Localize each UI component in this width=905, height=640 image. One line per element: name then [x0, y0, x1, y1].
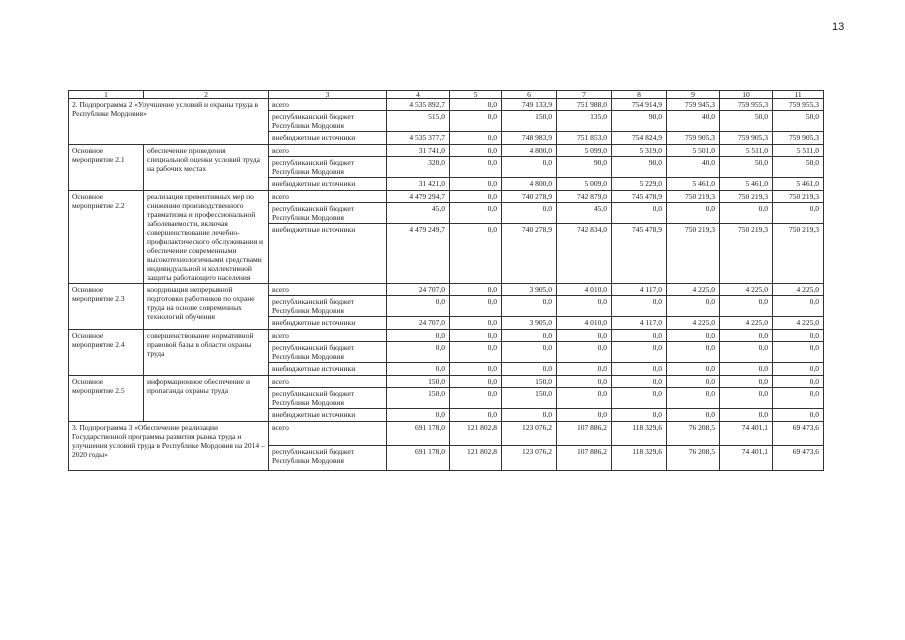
column-number: 3 — [269, 91, 387, 99]
funding-source: внебюджетные источники — [269, 224, 387, 284]
amount-cell: 740 278,9 — [502, 191, 557, 203]
funding-source: республиканский бюджет Республики Мордовия — [269, 111, 387, 132]
amount-cell: 745 478,9 — [612, 224, 667, 284]
amount-cell: 5 501,0 — [667, 145, 720, 157]
header-row — [69, 91, 824, 99]
amount-cell: 754 824,9 — [612, 132, 667, 145]
amount-cell: 76 208,5 — [667, 422, 720, 446]
column-number: 7 — [557, 91, 612, 99]
amount-cell: 4 535 892,7 — [387, 99, 450, 111]
amount-cell: 0,0 — [720, 296, 773, 317]
amount-cell: 0,0 — [450, 376, 502, 388]
amount-cell: 5 511,0 — [720, 145, 773, 157]
amount-cell: 4 117,0 — [612, 284, 667, 296]
amount-cell: 0,0 — [450, 317, 502, 330]
amount-cell: 0,0 — [612, 376, 667, 388]
funding-source: всего — [269, 376, 387, 388]
amount-cell: 40,0 — [667, 157, 720, 178]
amount-cell: 0,0 — [502, 363, 557, 376]
amount-cell: 0,0 — [450, 330, 502, 342]
amount-cell: 0,0 — [502, 157, 557, 178]
amount-cell: 5 461,0 — [773, 178, 824, 191]
amount-cell: 0,0 — [720, 388, 773, 409]
amount-cell: 0,0 — [502, 330, 557, 342]
page-number: 13 — [832, 21, 845, 33]
amount-cell: 0,0 — [557, 388, 612, 409]
amount-cell: 742 834,0 — [557, 224, 612, 284]
amount-cell: 742 879,0 — [557, 191, 612, 203]
amount-cell: 69 473,6 — [773, 446, 824, 471]
amount-cell: 4 535 377,7 — [387, 132, 450, 145]
column-number: 9 — [667, 91, 720, 99]
funding-source: всего — [269, 145, 387, 157]
amount-cell: 76 208,5 — [667, 446, 720, 471]
funding-source: внебюджетные источники — [269, 178, 387, 191]
amount-cell: 4 225,0 — [773, 284, 824, 296]
amount-cell: 5 319,0 — [612, 145, 667, 157]
amount-cell: 0,0 — [773, 409, 824, 422]
amount-cell: 4 225,0 — [720, 284, 773, 296]
amount-cell: 3 905,0 — [502, 284, 557, 296]
amount-cell: 0,0 — [667, 330, 720, 342]
amount-cell: 749 133,9 — [502, 99, 557, 111]
amount-cell: 0,0 — [387, 296, 450, 317]
table-row — [69, 422, 824, 446]
amount-cell: 0,0 — [667, 296, 720, 317]
measure-name: информационное обеспечение и пропаганда охраны труда — [144, 376, 269, 422]
amount-cell: 691 178,0 — [387, 422, 450, 446]
amount-cell: 24 707,0 — [387, 317, 450, 330]
amount-cell: 515,0 — [387, 111, 450, 132]
funding-source: республиканский бюджет Республики Мордовия — [269, 296, 387, 317]
amount-cell: 759 905,3 — [667, 132, 720, 145]
amount-cell: 0,0 — [387, 342, 450, 363]
amount-cell: 0,0 — [667, 363, 720, 376]
amount-cell: 123 076,2 — [502, 446, 557, 471]
funding-source: всего — [269, 284, 387, 296]
amount-cell: 0,0 — [667, 376, 720, 388]
amount-cell: 45,0 — [557, 203, 612, 224]
table-row — [69, 376, 824, 388]
amount-cell: 0,0 — [450, 342, 502, 363]
amount-cell: 0,0 — [387, 330, 450, 342]
amount-cell: 90,0 — [557, 157, 612, 178]
amount-cell: 0,0 — [450, 363, 502, 376]
amount-cell: 750 219,3 — [720, 191, 773, 203]
amount-cell: 123 076,2 — [502, 422, 557, 446]
amount-cell: 121 802,8 — [450, 422, 502, 446]
amount-cell: 150,0 — [502, 111, 557, 132]
amount-cell: 0,0 — [387, 363, 450, 376]
amount-cell: 0,0 — [773, 330, 824, 342]
column-number: 2 — [144, 91, 269, 99]
column-number: 10 — [720, 91, 773, 99]
amount-cell: 0,0 — [450, 203, 502, 224]
amount-cell: 0,0 — [387, 409, 450, 422]
amount-cell: 90,0 — [612, 111, 667, 132]
funding-source: всего — [269, 191, 387, 203]
amount-cell: 0,0 — [502, 296, 557, 317]
amount-cell: 74 401,1 — [720, 446, 773, 471]
measure-code: Основное мероприятие 2.5 — [69, 376, 144, 422]
measure-name: координация непрерывной подготовки работников по охране труда на основе современных технологий обучения — [144, 284, 269, 330]
amount-cell: 0,0 — [667, 409, 720, 422]
funding-source: всего — [269, 330, 387, 342]
amount-cell: 0,0 — [557, 342, 612, 363]
amount-cell: 31 741,0 — [387, 145, 450, 157]
amount-cell: 4 479 294,7 — [387, 191, 450, 203]
amount-cell: 750 219,3 — [773, 224, 824, 284]
funding-source: республиканский бюджет Республики Мордовия — [269, 157, 387, 178]
amount-cell: 4 010,0 — [557, 284, 612, 296]
amount-cell: 107 886,2 — [557, 446, 612, 471]
amount-cell: 90,0 — [612, 157, 667, 178]
amount-cell: 0,0 — [450, 388, 502, 409]
amount-cell: 0,0 — [667, 203, 720, 224]
amount-cell: 0,0 — [450, 178, 502, 191]
amount-cell: 4 010,0 — [557, 317, 612, 330]
amount-cell: 0,0 — [557, 409, 612, 422]
table-row — [69, 330, 824, 342]
amount-cell: 751 853,0 — [557, 132, 612, 145]
amount-cell: 50,0 — [720, 111, 773, 132]
amount-cell: 759 905,3 — [773, 132, 824, 145]
table-row — [69, 284, 824, 296]
column-number: 8 — [612, 91, 667, 99]
amount-cell: 759 945,3 — [667, 99, 720, 111]
amount-cell: 0,0 — [450, 132, 502, 145]
amount-cell: 0,0 — [720, 363, 773, 376]
amount-cell: 0,0 — [502, 409, 557, 422]
amount-cell: 4 479 249,7 — [387, 224, 450, 284]
amount-cell: 0,0 — [450, 99, 502, 111]
amount-cell: 0,0 — [773, 363, 824, 376]
amount-cell: 0,0 — [612, 296, 667, 317]
amount-cell: 31 421,0 — [387, 178, 450, 191]
amount-cell: 150,0 — [502, 376, 557, 388]
amount-cell: 150,0 — [387, 388, 450, 409]
amount-cell: 759 905,3 — [720, 132, 773, 145]
amount-cell: 0,0 — [773, 296, 824, 317]
amount-cell: 121 802,8 — [450, 446, 502, 471]
amount-cell: 750 219,3 — [720, 224, 773, 284]
amount-cell: 759 955,3 — [773, 99, 824, 111]
amount-cell: 5 229,0 — [612, 178, 667, 191]
amount-cell: 135,0 — [557, 111, 612, 132]
amount-cell: 4 800,0 — [502, 178, 557, 191]
amount-cell: 150,0 — [502, 388, 557, 409]
amount-cell: 0,0 — [450, 191, 502, 203]
amount-cell: 0,0 — [720, 376, 773, 388]
amount-cell: 118 329,6 — [612, 446, 667, 471]
amount-cell: 4 225,0 — [773, 317, 824, 330]
amount-cell: 750 219,3 — [667, 191, 720, 203]
table-row — [69, 191, 824, 203]
amount-cell: 0,0 — [773, 388, 824, 409]
amount-cell: 0,0 — [612, 330, 667, 342]
subprogram-name: 3. Подпрограмма 3 «Обеспечение реализации Государственной программы развития рынка труда и улучшения условий труда в Республике Мордовия на 2014 – 2020 годы» — [69, 422, 269, 471]
amount-cell: 3 905,0 — [502, 317, 557, 330]
table-row — [69, 99, 824, 111]
funding-source: внебюджетные источники — [269, 317, 387, 330]
amount-cell: 0,0 — [612, 203, 667, 224]
amount-cell: 107 886,2 — [557, 422, 612, 446]
amount-cell: 691 178,0 — [387, 446, 450, 471]
amount-cell: 0,0 — [557, 296, 612, 317]
amount-cell: 759 955,3 — [720, 99, 773, 111]
amount-cell: 0,0 — [612, 388, 667, 409]
amount-cell: 5 461,0 — [720, 178, 773, 191]
amount-cell: 0,0 — [612, 342, 667, 363]
funding-source: республиканский бюджет Республики Мордовия — [269, 203, 387, 224]
funding-source: республиканский бюджет Республики Мордовия — [269, 388, 387, 409]
measure-name: совершенствование нормативной правовой базы в области охраны труда — [144, 330, 269, 376]
amount-cell: 0,0 — [557, 363, 612, 376]
amount-cell: 150,0 — [387, 376, 450, 388]
amount-cell: 4 117,0 — [612, 317, 667, 330]
amount-cell: 0,0 — [720, 342, 773, 363]
column-number: 6 — [502, 91, 557, 99]
amount-cell: 0,0 — [450, 224, 502, 284]
amount-cell: 50,0 — [773, 111, 824, 132]
funding-source: внебюджетные источники — [269, 409, 387, 422]
table-row — [69, 145, 824, 157]
amount-cell: 0,0 — [450, 296, 502, 317]
amount-cell: 69 473,6 — [773, 422, 824, 446]
amount-cell: 0,0 — [720, 330, 773, 342]
measure-code: Основное мероприятие 2.2 — [69, 191, 144, 284]
budget-table — [68, 90, 824, 471]
funding-source: всего — [269, 422, 387, 446]
amount-cell: 0,0 — [450, 111, 502, 132]
subprogram-name: 2. Подпрограмма 2 «Улучшение условий и охраны труда в Республике Мордовия» — [69, 99, 269, 145]
amount-cell: 45,0 — [387, 203, 450, 224]
amount-cell: 754 914,9 — [612, 99, 667, 111]
amount-cell: 74 401,1 — [720, 422, 773, 446]
amount-cell: 40,0 — [667, 111, 720, 132]
amount-cell: 0,0 — [502, 203, 557, 224]
amount-cell: 0,0 — [667, 388, 720, 409]
funding-source: внебюджетные источники — [269, 132, 387, 145]
amount-cell: 0,0 — [557, 330, 612, 342]
amount-cell: 5 099,0 — [557, 145, 612, 157]
amount-cell: 745 478,9 — [612, 191, 667, 203]
measure-code: Основное мероприятие 2.4 — [69, 330, 144, 376]
amount-cell: 740 278,9 — [502, 224, 557, 284]
measure-name: реализация превентивных мер по снижению производственного травматизма и профессиональной заболеваемости, включая совершенствование лечебно-профилактического обслуживания и обеспечение современными высокотехнологичными средствами индивидуальной и коллективной защиты работающего населения — [144, 191, 269, 284]
amount-cell: 5 009,0 — [557, 178, 612, 191]
amount-cell: 748 983,9 — [502, 132, 557, 145]
amount-cell: 0,0 — [450, 145, 502, 157]
amount-cell: 0,0 — [612, 409, 667, 422]
column-number: 5 — [450, 91, 502, 99]
amount-cell: 0,0 — [667, 342, 720, 363]
amount-cell: 0,0 — [450, 409, 502, 422]
amount-cell: 0,0 — [773, 342, 824, 363]
amount-cell: 0,0 — [773, 376, 824, 388]
amount-cell: 4 225,0 — [720, 317, 773, 330]
amount-cell: 0,0 — [720, 203, 773, 224]
amount-cell: 5 461,0 — [667, 178, 720, 191]
amount-cell: 750 219,3 — [773, 191, 824, 203]
amount-cell: 50,0 — [773, 157, 824, 178]
amount-cell: 0,0 — [720, 409, 773, 422]
amount-cell: 4 800,0 — [502, 145, 557, 157]
amount-cell: 4 225,0 — [667, 284, 720, 296]
amount-cell: 50,0 — [720, 157, 773, 178]
amount-cell: 0,0 — [557, 376, 612, 388]
amount-cell: 0,0 — [450, 284, 502, 296]
funding-source: республиканский бюджет Республики Мордовия — [269, 342, 387, 363]
amount-cell: 24 707,0 — [387, 284, 450, 296]
funding-source: республиканский бюджет Республики Мордовия — [269, 446, 387, 471]
funding-source: всего — [269, 99, 387, 111]
column-number: 1 — [69, 91, 144, 99]
amount-cell: 118 329,6 — [612, 422, 667, 446]
measure-code: Основное мероприятие 2.1 — [69, 145, 144, 191]
amount-cell: 0,0 — [612, 363, 667, 376]
amount-cell: 751 988,0 — [557, 99, 612, 111]
amount-cell: 320,0 — [387, 157, 450, 178]
column-number: 11 — [773, 91, 824, 99]
measure-name: обеспечение проведения специальной оценки условий труда на рабочих местах — [144, 145, 269, 191]
amount-cell: 750 219,3 — [667, 224, 720, 284]
amount-cell: 4 225,0 — [667, 317, 720, 330]
measure-code: Основное мероприятие 2.3 — [69, 284, 144, 330]
amount-cell: 5 511,0 — [773, 145, 824, 157]
column-number: 4 — [387, 91, 450, 99]
amount-cell: 0,0 — [773, 203, 824, 224]
amount-cell: 0,0 — [450, 157, 502, 178]
amount-cell: 0,0 — [502, 342, 557, 363]
funding-source: внебюджетные источники — [269, 363, 387, 376]
